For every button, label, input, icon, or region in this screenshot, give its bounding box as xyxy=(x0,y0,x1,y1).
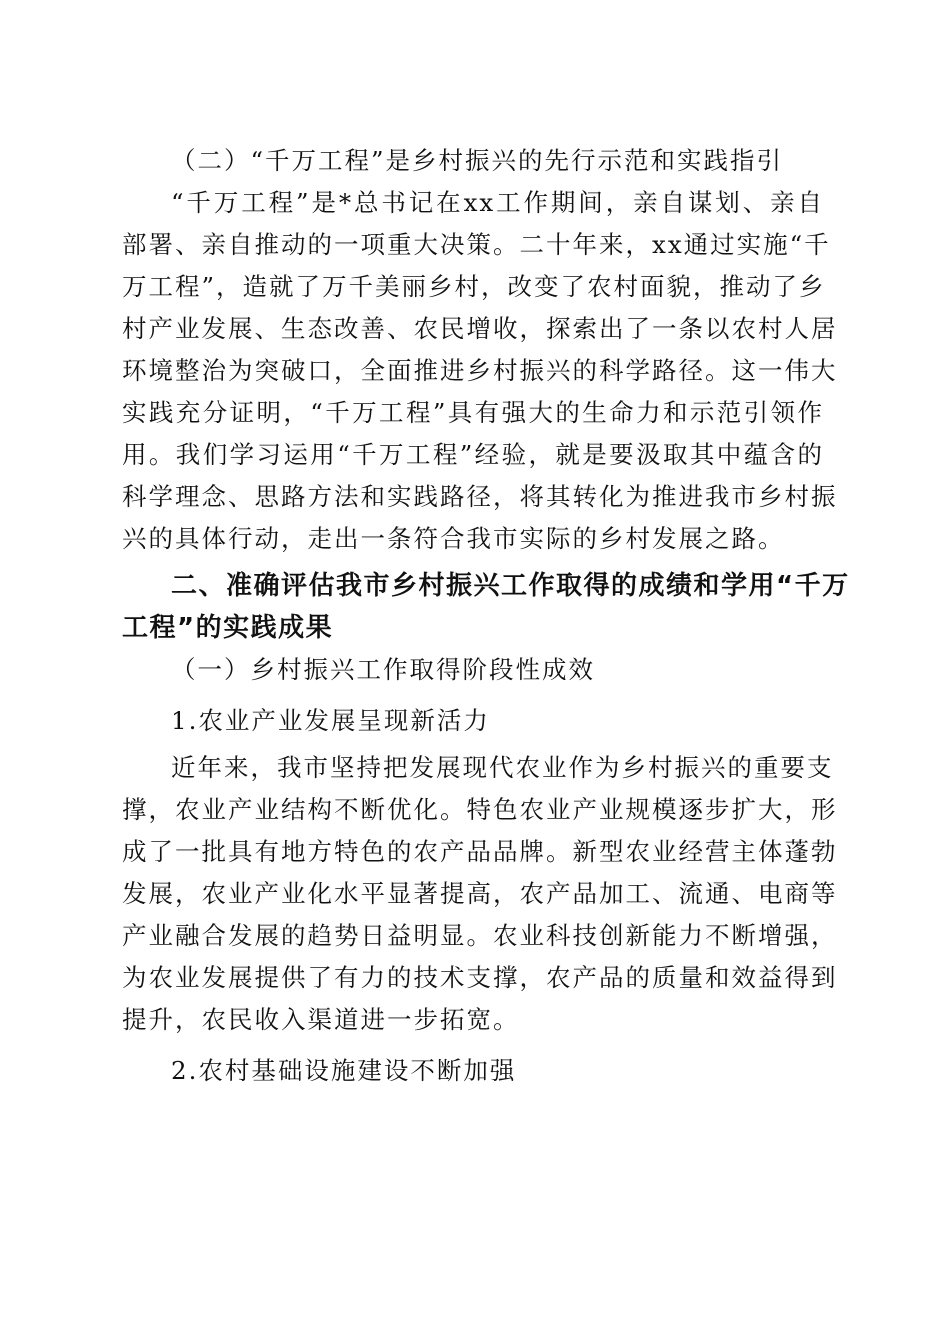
paragraph-line: 环境整治为突破口，全面推进乡村振兴的科学路径。这一伟大 xyxy=(122,356,838,385)
paragraph-line: 撑，农业产业结构不断优化。特色农业产业规模逐步扩大，形 xyxy=(122,795,838,824)
paragraph-line: 万工程”，造就了万千美丽乡村，改变了农村面貌，推动了乡 xyxy=(122,272,826,301)
chapter-heading-line: 工程”的实践成果 xyxy=(122,613,334,643)
paragraph-line: 产业融合发展的趋势日益明显。农业科技创新能力不断增强， xyxy=(122,921,838,950)
paragraph-line: 发展，农业产业化水平显著提高，农产品加工、流通、电商等 xyxy=(122,879,838,908)
paragraph-line: 科学理念、思路方法和实践路径，将其转化为推进我市乡村振 xyxy=(122,482,838,511)
paragraph-line: 提升，农民收入渠道进一步拓宽。 xyxy=(122,1005,520,1034)
section-heading-1: （一）乡村振兴工作取得阶段性成效 xyxy=(171,655,595,684)
document-body xyxy=(122,140,850,1092)
chapter-heading-line: 二、准确评估我市乡村振兴工作取得的成绩和学用“千万 xyxy=(171,571,850,601)
chapter-heading-2 xyxy=(122,565,850,649)
paragraph-line: 兴的具体行动，走出一条符合我市实际的乡村发展之路。 xyxy=(122,524,785,553)
item-heading-2: 2.农村基础设施建设不断加强 xyxy=(171,1056,517,1085)
section-heading-2: （二）“千万工程”是乡村振兴的先行示范和实践指引 xyxy=(171,146,784,175)
paragraph-line: “千万工程”是*总书记在xx工作期间，亲自谋划、亲自 xyxy=(171,188,824,217)
paragraph-1 xyxy=(122,182,838,560)
paragraph-line: 实践充分证明，“千万工程”具有强大的生命力和示范引领作 xyxy=(122,398,824,427)
paragraph-line: 部署、亲自推动的一项重大决策。二十年来，xx通过实施“千 xyxy=(122,230,831,259)
paragraph-line: 为农业发展提供了有力的技术支撑，农产品的质量和效益得到 xyxy=(122,963,838,992)
paragraph-2 xyxy=(122,747,838,1041)
paragraph-line: 成了一批具有地方特色的农产品品牌。新型农业经营主体蓬勃 xyxy=(122,837,838,866)
paragraph-line: 近年来，我市坚持把发展现代农业作为乡村振兴的重要支 xyxy=(171,753,834,782)
paragraph-line: 用。我们学习运用“千万工程”经验，就是要汲取其中蕴含的 xyxy=(122,440,824,469)
item-heading-1: 1.农业产业发展呈现新活力 xyxy=(171,706,490,735)
paragraph-line: 村产业发展、生态改善、农民增收，探索出了一条以农村人居 xyxy=(122,314,838,343)
